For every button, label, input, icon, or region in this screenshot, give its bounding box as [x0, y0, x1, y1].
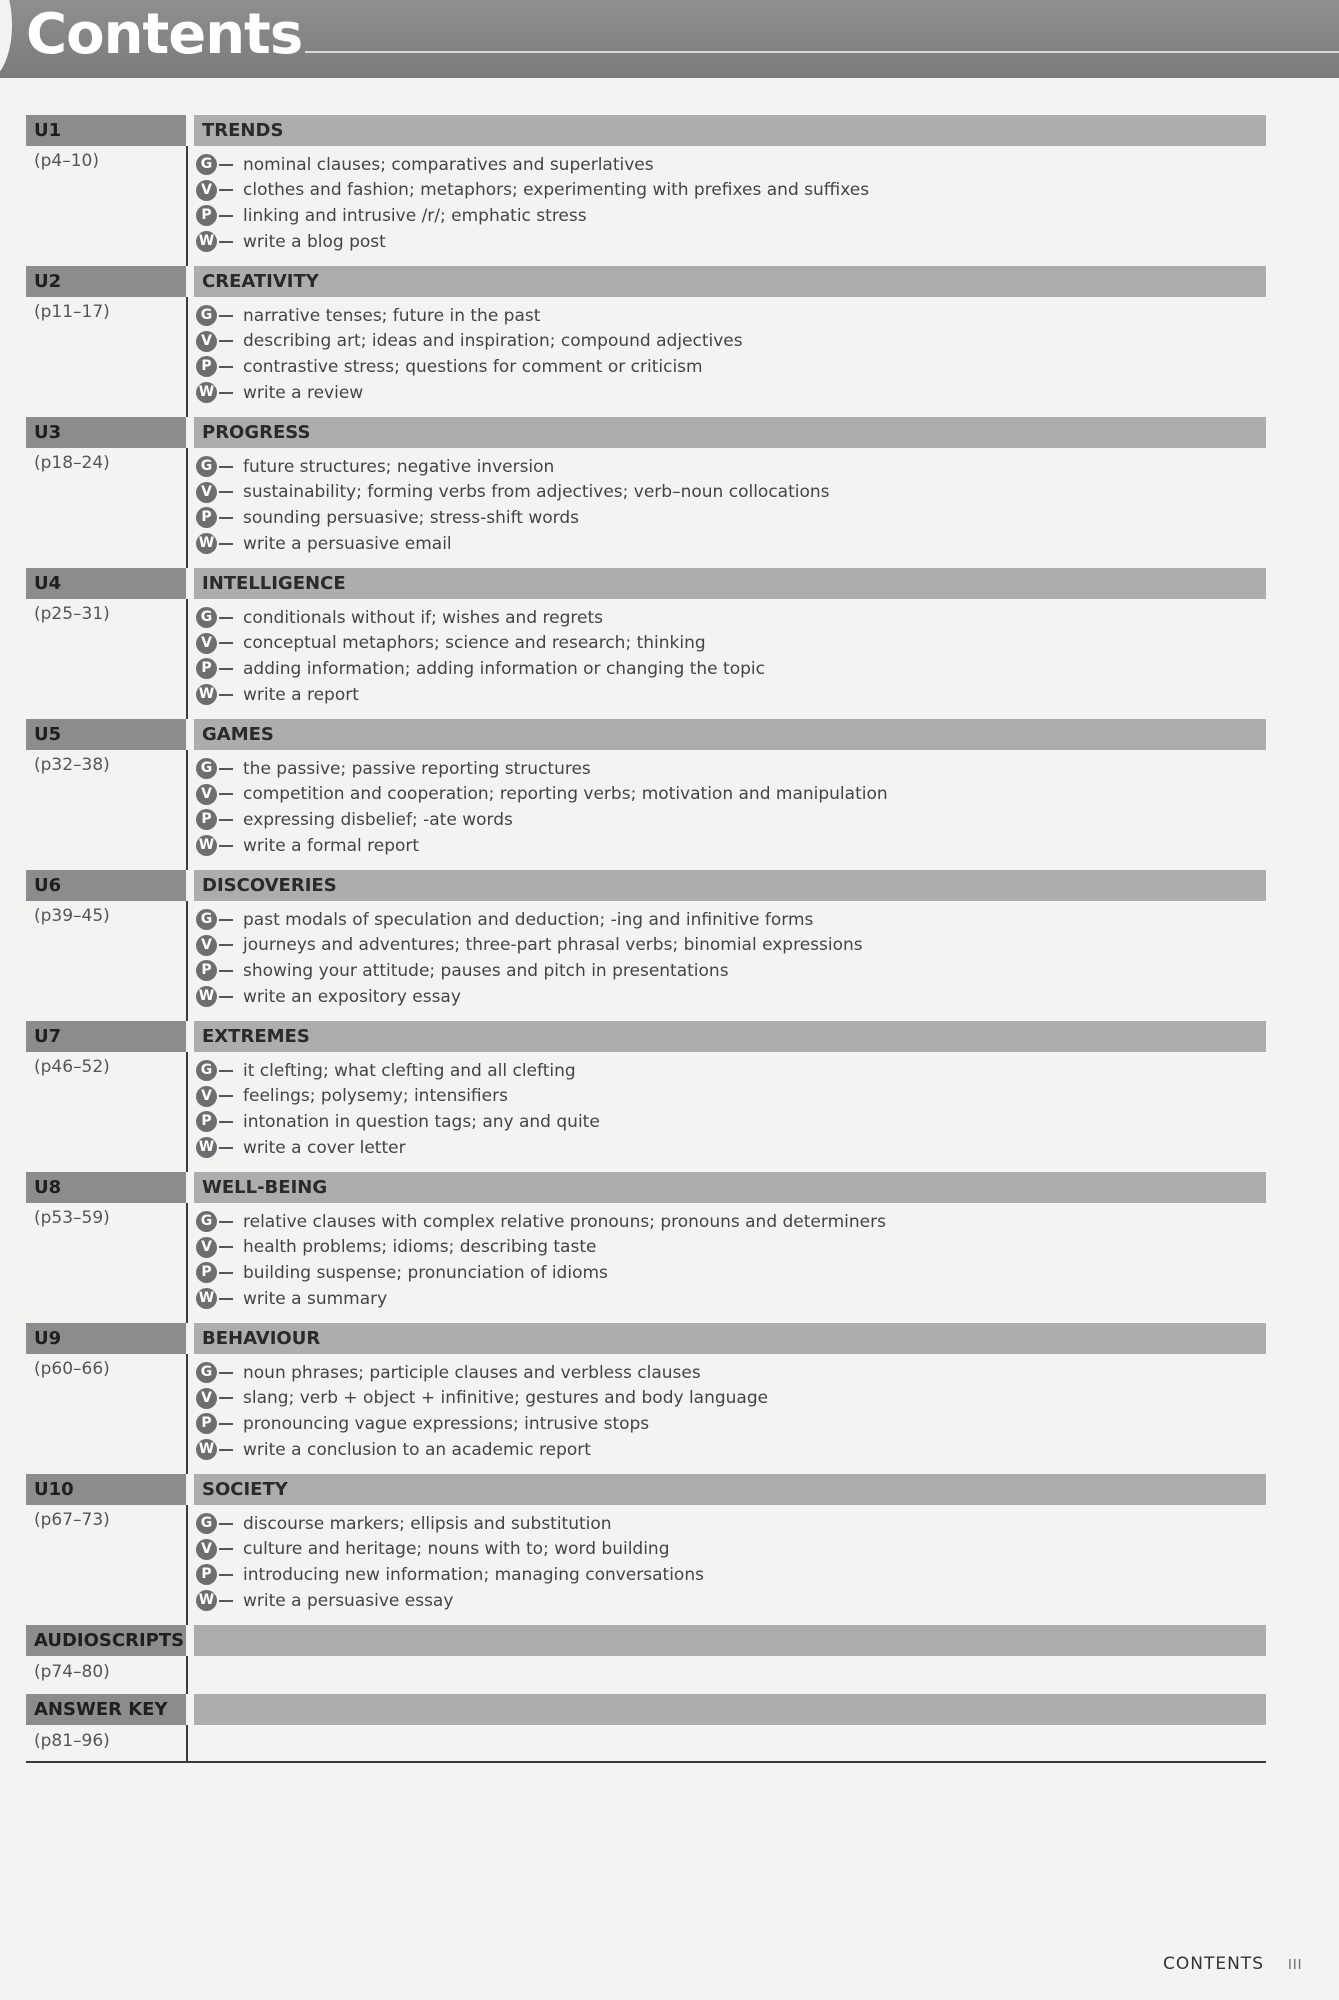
unit-theme: CREATIVITY	[194, 266, 1266, 297]
unit-code: U7	[26, 1021, 186, 1052]
unit-pages: (p25–31)	[26, 599, 188, 719]
unit-items	[188, 1052, 1266, 1172]
appendix-bar	[26, 1694, 1266, 1725]
item-text: culture and heritage; nouns with to; word building	[243, 1539, 670, 1560]
unit-pages: (p18–24)	[26, 448, 188, 568]
dash-line	[219, 617, 233, 619]
list-item	[196, 1411, 1266, 1437]
unit-body	[26, 750, 1266, 870]
appendix-bar	[26, 1625, 1266, 1656]
item-text: slang; verb + object + infinitive; gestures and body language	[243, 1388, 769, 1409]
unit-theme: INTELLIGENCE	[194, 568, 1266, 599]
unit-code: U6	[26, 870, 186, 901]
unit-body	[26, 1203, 1266, 1323]
item-text: write a persuasive essay	[243, 1590, 454, 1611]
unit-items	[188, 297, 1266, 417]
skill-badge-icon: V	[196, 482, 217, 503]
dash-line	[219, 340, 233, 342]
skill-badge-icon: V	[196, 1388, 217, 1409]
list-item	[196, 1562, 1266, 1588]
list-item	[196, 354, 1266, 380]
list-item	[196, 531, 1266, 557]
item-text: write an expository essay	[243, 986, 461, 1007]
bottom-rule	[26, 1761, 1266, 1763]
unit-bar	[26, 1474, 1266, 1505]
unit-theme: PROGRESS	[194, 417, 1266, 448]
list-item	[196, 1084, 1266, 1110]
item-text: linking and intrusive /r/; emphatic stress	[243, 205, 587, 226]
list-item	[196, 605, 1266, 631]
skill-badge-icon: V	[196, 935, 217, 956]
list-item	[196, 1588, 1266, 1614]
unit-theme: WELL-BEING	[194, 1172, 1266, 1203]
unit-section	[26, 568, 1266, 719]
skill-badge-icon: W	[196, 231, 217, 252]
appendix-theme	[194, 1625, 1266, 1656]
unit-pages: (p39–45)	[26, 901, 188, 1021]
unit-bar	[26, 1172, 1266, 1203]
list-item	[196, 1386, 1266, 1412]
skill-badge-icon: W	[196, 835, 217, 856]
skill-badge-icon: G	[196, 456, 217, 477]
unit-code: U3	[26, 417, 186, 448]
skill-badge-icon: P	[196, 1413, 217, 1434]
skill-badge-icon: W	[196, 1439, 217, 1460]
item-text: health problems; idioms; describing taste	[243, 1237, 597, 1258]
item-text: write a blog post	[243, 231, 386, 252]
list-item	[196, 303, 1266, 329]
list-item	[196, 933, 1266, 959]
skill-badge-icon: V	[196, 180, 217, 201]
unit-code: U1	[26, 115, 186, 146]
item-text: intonation in question tags; any and quite	[243, 1111, 600, 1132]
unit-bar	[26, 417, 1266, 448]
skill-badge-icon: V	[196, 1086, 217, 1107]
dash-line	[219, 466, 233, 468]
unit-bar	[26, 115, 1266, 146]
dash-line	[219, 491, 233, 493]
dash-line	[219, 1523, 233, 1525]
unit-code: U2	[26, 266, 186, 297]
appendix-items	[188, 1656, 1266, 1694]
unit-section	[26, 266, 1266, 417]
item-text: relative clauses with complex relative pronouns; pronouns and determiners	[243, 1211, 886, 1232]
skill-badge-icon: P	[196, 809, 217, 830]
list-item	[196, 833, 1266, 859]
dash-line	[219, 1600, 233, 1602]
unit-items	[188, 901, 1266, 1021]
item-text: introducing new information; managing conversations	[243, 1564, 704, 1585]
skill-badge-icon: G	[196, 758, 217, 779]
item-text: journeys and adventures; three-part phrasal verbs; binomial expressions	[243, 935, 863, 956]
item-text: the passive; passive reporting structures	[243, 758, 591, 779]
unit-body	[26, 901, 1266, 1021]
item-text: competition and cooperation; reporting verbs; motivation and manipulation	[243, 784, 888, 805]
item-text: noun phrases; participle clauses and verbless clauses	[243, 1362, 701, 1383]
list-item	[196, 152, 1266, 178]
list-item	[196, 1360, 1266, 1386]
unit-section	[26, 1021, 1266, 1172]
dash-line	[219, 996, 233, 998]
unit-section	[26, 719, 1266, 870]
skill-badge-icon: P	[196, 356, 217, 377]
item-text: write a conclusion to an academic report	[243, 1439, 591, 1460]
skill-badge-icon: P	[196, 205, 217, 226]
dash-line	[219, 970, 233, 972]
unit-body	[26, 448, 1266, 568]
unit-items	[188, 1354, 1266, 1474]
unit-theme: EXTREMES	[194, 1021, 1266, 1052]
unit-items	[188, 146, 1266, 266]
list-item	[196, 1537, 1266, 1563]
list-item	[196, 1135, 1266, 1161]
dash-line	[219, 1397, 233, 1399]
unit-pages: (p4–10)	[26, 146, 188, 266]
unit-section	[26, 1323, 1266, 1474]
item-text: discourse markers; ellipsis and substitution	[243, 1513, 612, 1534]
item-text: describing art; ideas and inspiration; compound adjectives	[243, 331, 743, 352]
dash-line	[219, 366, 233, 368]
dash-line	[219, 944, 233, 946]
unit-items	[188, 599, 1266, 719]
unit-theme: TRENDS	[194, 115, 1266, 146]
dash-line	[219, 1147, 233, 1149]
dash-line	[219, 1221, 233, 1223]
dash-line	[219, 164, 233, 166]
unit-pages: (p60–66)	[26, 1354, 188, 1474]
dash-line	[219, 668, 233, 670]
skill-badge-icon: W	[196, 1137, 217, 1158]
unit-items	[188, 750, 1266, 870]
unit-bar	[26, 1323, 1266, 1354]
item-text: write a report	[243, 684, 359, 705]
item-text: sounding persuasive; stress-shift words	[243, 507, 580, 528]
skill-badge-icon: G	[196, 607, 217, 628]
skill-badge-icon: P	[196, 1262, 217, 1283]
skill-badge-icon: P	[196, 1564, 217, 1585]
dash-line	[219, 1423, 233, 1425]
header-rule	[305, 51, 1339, 53]
item-text: it clefting; what clefting and all clefting	[243, 1060, 576, 1081]
item-text: showing your attitude; pauses and pitch in presentations	[243, 960, 729, 981]
skill-badge-icon: W	[196, 684, 217, 705]
unit-code: U4	[26, 568, 186, 599]
appendix-theme	[194, 1694, 1266, 1725]
dash-line	[219, 1449, 233, 1451]
item-text: expressing disbelief; -ate words	[243, 809, 513, 830]
header-notch	[0, 0, 12, 78]
skill-badge-icon: P	[196, 507, 217, 528]
unit-pages: (p46–52)	[26, 1052, 188, 1172]
dash-line	[219, 819, 233, 821]
unit-section	[26, 1474, 1266, 1625]
unit-body	[26, 1505, 1266, 1625]
unit-theme: SOCIETY	[194, 1474, 1266, 1505]
unit-bar	[26, 568, 1266, 599]
unit-bar	[26, 719, 1266, 750]
unit-bar	[26, 1021, 1266, 1052]
list-item	[196, 178, 1266, 204]
appendix-section	[26, 1694, 1266, 1763]
dash-line	[219, 768, 233, 770]
skill-badge-icon: V	[196, 633, 217, 654]
list-item	[196, 907, 1266, 933]
skill-badge-icon: G	[196, 305, 217, 326]
skill-badge-icon: W	[196, 986, 217, 1007]
page-title: Contents	[26, 2, 303, 67]
item-text: narrative tenses; future in the past	[243, 305, 541, 326]
item-text: write a review	[243, 382, 364, 403]
list-item	[196, 329, 1266, 355]
dash-line	[219, 1298, 233, 1300]
item-text: contrastive stress; questions for comment or criticism	[243, 356, 703, 377]
unit-section	[26, 115, 1266, 266]
dash-line	[219, 793, 233, 795]
dash-line	[219, 215, 233, 217]
dash-line	[219, 694, 233, 696]
item-text: write a formal report	[243, 835, 420, 856]
item-text: write a persuasive email	[243, 533, 452, 554]
unit-items	[188, 1505, 1266, 1625]
unit-body	[26, 1052, 1266, 1172]
skill-badge-icon: P	[196, 1111, 217, 1132]
skill-badge-icon: G	[196, 1060, 217, 1081]
skill-badge-icon: V	[196, 784, 217, 805]
dash-line	[219, 919, 233, 921]
page-footer	[1163, 1954, 1303, 1974]
dash-line	[219, 392, 233, 394]
appendix-pages: (p81–96)	[26, 1725, 188, 1763]
unit-body	[26, 599, 1266, 719]
dash-line	[219, 517, 233, 519]
unit-body	[26, 297, 1266, 417]
footer-label: CONTENTS	[1163, 1954, 1264, 1974]
appendix-items	[188, 1725, 1266, 1763]
list-item	[196, 782, 1266, 808]
unit-items	[188, 448, 1266, 568]
skill-badge-icon: G	[196, 1362, 217, 1383]
item-text: conceptual metaphors; science and research; thinking	[243, 633, 706, 654]
list-item	[196, 454, 1266, 480]
skill-badge-icon: V	[196, 1539, 217, 1560]
appendix-body	[26, 1656, 1266, 1694]
dash-line	[219, 1574, 233, 1576]
item-text: clothes and fashion; metaphors; experimenting with prefixes and suffixes	[243, 180, 870, 201]
list-item	[196, 1235, 1266, 1261]
unit-code: U10	[26, 1474, 186, 1505]
skill-badge-icon: G	[196, 1211, 217, 1232]
item-text: write a cover letter	[243, 1137, 406, 1158]
dash-line	[219, 1372, 233, 1374]
dash-line	[219, 845, 233, 847]
item-text: past modals of speculation and deduction; -ing and infinitive forms	[243, 909, 814, 930]
dash-line	[219, 1095, 233, 1097]
unit-section	[26, 417, 1266, 568]
list-item	[196, 505, 1266, 531]
skill-badge-icon: W	[196, 1590, 217, 1611]
page-header	[0, 0, 1339, 78]
list-item	[196, 807, 1266, 833]
unit-theme: GAMES	[194, 719, 1266, 750]
unit-section	[26, 870, 1266, 1021]
dash-line	[219, 642, 233, 644]
unit-theme: DISCOVERIES	[194, 870, 1266, 901]
appendix-body	[26, 1725, 1266, 1763]
skill-badge-icon: P	[196, 960, 217, 981]
skill-badge-icon: W	[196, 1288, 217, 1309]
list-item	[196, 1437, 1266, 1463]
item-text: conditionals without if; wishes and regrets	[243, 607, 603, 628]
item-text: write a summary	[243, 1288, 388, 1309]
appendix-code: ANSWER KEY	[26, 1694, 186, 1725]
list-item	[196, 480, 1266, 506]
dash-line	[219, 1548, 233, 1550]
item-text: future structures; negative inversion	[243, 456, 555, 477]
skill-badge-icon: P	[196, 658, 217, 679]
unit-theme: BEHAVIOUR	[194, 1323, 1266, 1354]
unit-section	[26, 1172, 1266, 1323]
skill-badge-icon: G	[196, 909, 217, 930]
list-item	[196, 1286, 1266, 1312]
unit-pages: (p67–73)	[26, 1505, 188, 1625]
dash-line	[219, 241, 233, 243]
item-text: building suspense; pronunciation of idioms	[243, 1262, 608, 1283]
item-text: adding information; adding information or changing the topic	[243, 658, 765, 679]
appendix-section	[26, 1625, 1266, 1694]
skill-badge-icon: V	[196, 1237, 217, 1258]
dash-line	[219, 189, 233, 191]
appendix-code: AUDIOSCRIPTS	[26, 1625, 186, 1656]
dash-line	[219, 1246, 233, 1248]
item-text: sustainability; forming verbs from adjectives; verb–noun collocations	[243, 482, 830, 503]
dash-line	[219, 543, 233, 545]
dash-line	[219, 1272, 233, 1274]
dash-line	[219, 1070, 233, 1072]
item-text: feelings; polysemy; intensifiers	[243, 1086, 508, 1107]
list-item	[196, 984, 1266, 1010]
unit-code: U8	[26, 1172, 186, 1203]
unit-body	[26, 1354, 1266, 1474]
appendix-pages: (p74–80)	[26, 1656, 188, 1694]
list-item	[196, 1511, 1266, 1537]
list-item	[196, 229, 1266, 255]
skill-badge-icon: W	[196, 382, 217, 403]
page-number: III	[1288, 1958, 1303, 1973]
skill-badge-icon: V	[196, 331, 217, 352]
list-item	[196, 1058, 1266, 1084]
unit-body	[26, 146, 1266, 266]
list-item	[196, 1109, 1266, 1135]
list-item	[196, 380, 1266, 406]
skill-badge-icon: G	[196, 1513, 217, 1534]
unit-items	[188, 1203, 1266, 1323]
list-item	[196, 682, 1266, 708]
unit-pages: (p11–17)	[26, 297, 188, 417]
unit-code: U5	[26, 719, 186, 750]
list-item	[196, 958, 1266, 984]
list-item	[196, 203, 1266, 229]
item-text: nominal clauses; comparatives and superlatives	[243, 154, 654, 175]
unit-code: U9	[26, 1323, 186, 1354]
item-text: pronouncing vague expressions; intrusive stops	[243, 1413, 650, 1434]
dash-line	[219, 315, 233, 317]
unit-bar	[26, 870, 1266, 901]
list-item	[196, 1209, 1266, 1235]
dash-line	[219, 1121, 233, 1123]
skill-badge-icon: W	[196, 533, 217, 554]
list-item	[196, 756, 1266, 782]
list-item	[196, 1260, 1266, 1286]
list-item	[196, 631, 1266, 657]
unit-pages: (p32–38)	[26, 750, 188, 870]
unit-bar	[26, 266, 1266, 297]
skill-badge-icon: G	[196, 154, 217, 175]
table-of-contents	[26, 115, 1266, 1763]
list-item	[196, 656, 1266, 682]
unit-pages: (p53–59)	[26, 1203, 188, 1323]
